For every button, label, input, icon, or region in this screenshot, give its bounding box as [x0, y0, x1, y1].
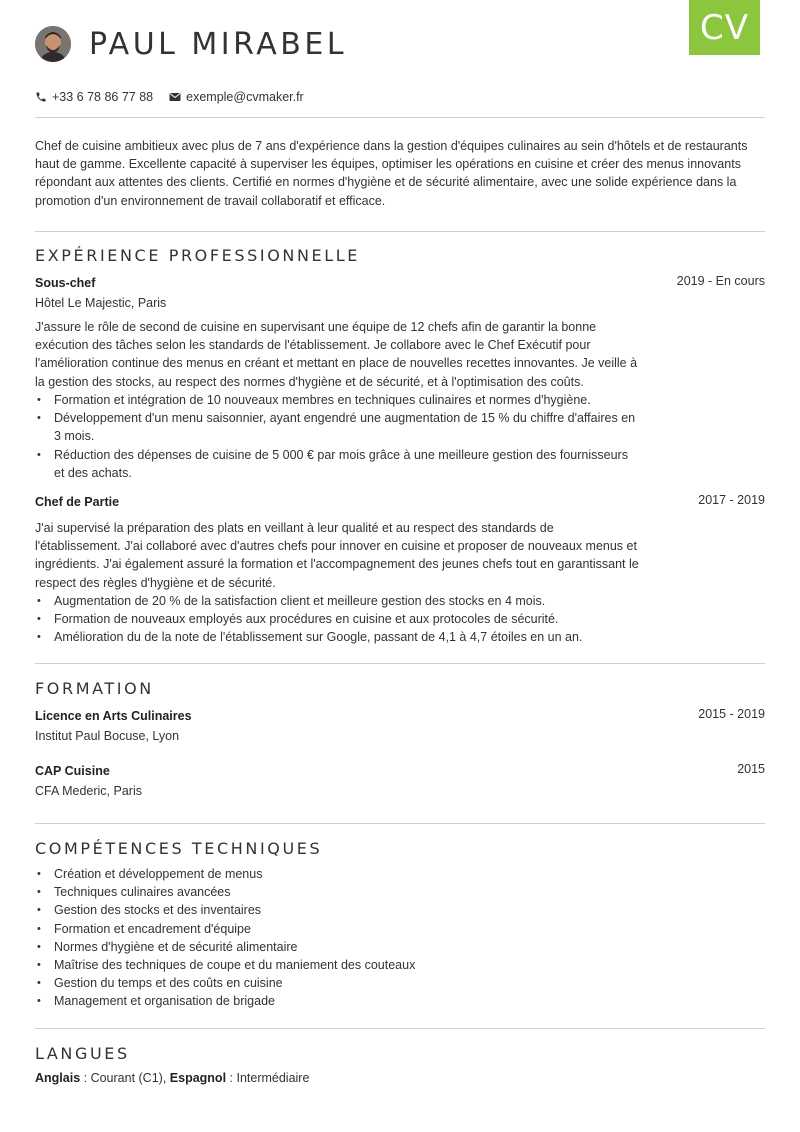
contact-line: [35, 90, 320, 104]
job-description: J'ai supervisé la préparation des plats en veillant à leur qualité et au respect des standards de l'établissement. J'ai collaboré avec d'autres chefs pour innover en cuisine et proposer de nouveaux menus et ingrédients. J'ai également assuré la formation et l'accompagnement des jeunes chefs tout en garantissant le respect des règles d'hygiène et de sécurité.: [35, 521, 639, 590]
education-title: CAP Cuisine: [35, 764, 110, 778]
job-achievements: [35, 592, 641, 647]
contact-email: [169, 90, 304, 104]
job-achievements: [35, 391, 641, 482]
list-item: • Normes d'hygiène et de sécurité alimentaire: [35, 938, 735, 956]
list-item: • Management et organisation de brigade: [35, 992, 735, 1010]
languages-line: Anglais : Courant (C1), Espagnol : Intermédiaire: [35, 1071, 310, 1085]
education-date: 2015 - 2019: [698, 707, 765, 721]
phone-icon: [35, 91, 47, 103]
job-title: Chef de Partie: [35, 495, 120, 509]
section-title-formation: FORMATION: [35, 679, 154, 698]
list-item: • Augmentation de 20 % de la satisfaction client et meilleure gestion des stocks en 4 mois.: [35, 592, 641, 610]
contact-phone: [35, 90, 153, 104]
language-level: Intermédiaire: [236, 1071, 310, 1085]
job-description: J'assure le rôle de second de cuisine en supervisant une équipe de 12 chefs afin de garantir la bonne exécution des tâches selon les standards de l'établissement. Je collabore avec le Chef Exécutif pour l'amélioration continue des menus en créant et mettant en place de nouvelles recettes innovantes. Je veille à la gestion des stocks, au respect des normes d'hygiène et de sécurité, et à l'optimisation des coûts.: [35, 320, 638, 389]
list-item: • Formation et encadrement d'équipe: [35, 920, 735, 938]
language-name: Espagnol: [169, 1071, 227, 1085]
divider: [35, 823, 765, 824]
section-title-experience: EXPÉRIENCE PROFESSIONNELLE: [35, 246, 360, 265]
section-title-skills: COMPÉTENCES TECHNIQUES: [35, 839, 323, 858]
job-title: Sous-chef: [35, 276, 96, 290]
envelope-icon: [169, 92, 181, 102]
section-title-languages: LANGUES: [35, 1044, 130, 1063]
list-item: • Techniques culinaires avancées: [35, 883, 735, 901]
skills-list: [35, 865, 735, 1011]
education-school: Institut Paul Bocuse, Lyon: [35, 729, 180, 743]
education-title: Licence en Arts Culinaires: [35, 709, 192, 723]
job-date: 2017 - 2019: [698, 493, 765, 507]
list-item: • Développement d'un menu saisonnier, ayant engendré une augmentation de 15 % du chiffre d'affaires en 3 mois.: [35, 409, 641, 445]
list-item: • Formation et intégration de 10 nouveaux membres en techniques culinaires et normes d'hygiène.: [35, 391, 641, 409]
profile-photo-icon: [35, 26, 71, 62]
cv-logo-badge: CV: [689, 0, 760, 55]
education-date: 2015: [737, 762, 765, 776]
list-item: • Création et développement de menus: [35, 865, 735, 883]
divider: [35, 1028, 765, 1029]
resume-header: [35, 26, 347, 62]
profile-summary: Chef de cuisine ambitieux avec plus de 7 ans d'expérience dans la gestion d'équipes culinaires au sein d'hôtels et de restaurants haut de gamme. Excellente capacité à superviser les équipes, optimiser les opérations en cuisine et créer des menus innovants répondant aux attentes des clients. Certifié en normes d'hygiène et de sécurité alimentaire, avec une solide expérience dans la promotion d'un environnement de travail collaboratif et efficace.: [35, 139, 748, 208]
job-date: 2019 - En cours: [676, 274, 765, 288]
education-school: CFA Mederic, Paris: [35, 784, 142, 798]
divider: [35, 117, 765, 118]
list-item: • Gestion des stocks et des inventaires: [35, 901, 735, 919]
list-item: • Amélioration du de la note de l'établissement sur Google, passant de 4,1 à 4,7 étoiles en un an.: [35, 628, 641, 646]
divider: [35, 663, 765, 664]
language-level: Courant (C1): [90, 1071, 163, 1085]
phone-number: +33 6 78 86 77 88: [52, 90, 154, 104]
list-item: • Gestion du temps et des coûts en cuisine: [35, 974, 735, 992]
candidate-name: PAUL MIRABEL: [89, 26, 348, 62]
email-address: exemple@cvmaker.fr: [186, 90, 304, 104]
list-item: • Maîtrise des techniques de coupe et du maniement des couteaux: [35, 956, 735, 974]
job-place: Hôtel Le Majestic, Paris: [35, 296, 167, 310]
list-item: • Formation de nouveaux employés aux procédures en cuisine et aux protocoles de sécurité.: [35, 610, 641, 628]
list-item: • Réduction des dépenses de cuisine de 5 000 € par mois grâce à une meilleure gestion des fournisseurs et des achats.: [35, 446, 641, 482]
divider: [35, 231, 765, 232]
language-name: Anglais: [35, 1071, 81, 1085]
avatar: [35, 26, 71, 62]
